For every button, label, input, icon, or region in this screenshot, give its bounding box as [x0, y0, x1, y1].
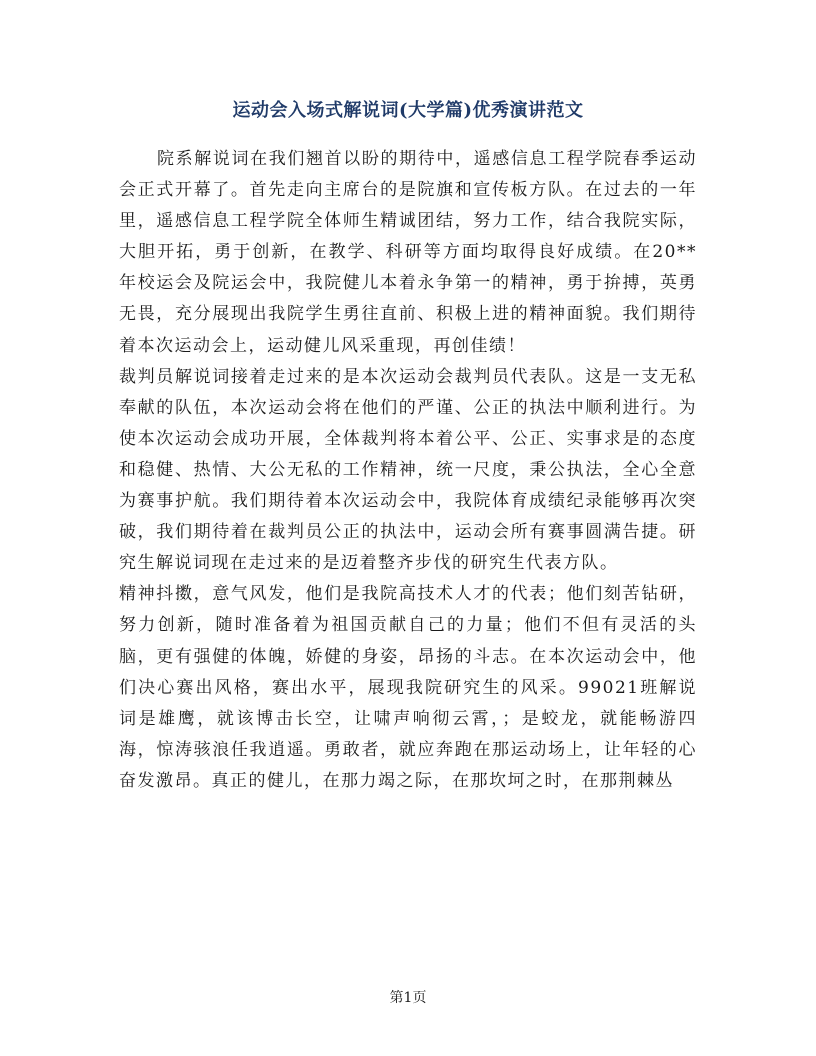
- paragraph-referee-commentary: 裁判员解说词接着走过来的是本次运动会裁判员代表队。这是一支无私奉献的队伍，本次运动会将在他们的严谨、公正的执法中顺利进行。为使本次运动会成功开展，全体裁判将本着公平、公正、实事求是的态度和稳健、热情、大公无私的工作精神，统一尺度，秉公执法，全心全意为赛事护航。我们期待着本次运动会中，我院体育成绩纪录能够再次突破，我们期待着在裁判员公正的执法中，运动会所有赛事圆满告捷。研究生解说词现在走过来的是迈着整齐步伐的研究生代表方队。: [119, 366, 697, 574]
- paragraph-department-commentary: 院系解说词在我们翘首以盼的期待中，遥感信息工程学院春季运动会正式开幕了。首先走向主席台的是院旗和宣传板方队。在过去的一年里，遥感信息工程学院全体师生精诚团结，努力工作，结合我院实际，大胆开拓，勇于创新，在教学、科研等方面均取得良好成绩。在20**年校运会及院运会中，我院健儿本着永争第一的精神，勇于拚搏，英勇无畏，充分展现出我院学生勇往直前、积极上进的精神面貌。我们期待着本次运动会上，运动健儿风采重现，再创佳绩！: [119, 149, 697, 356]
- page-number: 第1页: [389, 990, 427, 1006]
- document-body: [119, 144, 697, 797]
- document-title: 运动会入场式解说词(大学篇)优秀演讲范文: [232, 100, 584, 121]
- paragraph-graduate-commentary: 精神抖擞，意气风发，他们是我院高技术人才的代表；他们刻苦钻研，努力创新，随时准备着为祖国贡献自己的力量；他们不但有灵活的头脑，更有强健的体魄，娇健的身姿，昂扬的斗志。在本次运动会中，他们决心赛出风格，赛出水平，展现我院研究生的风采。99021班解说词是雄鹰，就该博击长空，让啸声响彻云霄，；是蛟龙，就能畅游四海，惊涛骇浪任我逍遥。勇敢者，就应奔跑在那运动场上，让年轻的心奋发激昂。真正的健儿，在那力竭之际，在那坎坷之时，在那荆棘丛: [119, 584, 697, 791]
